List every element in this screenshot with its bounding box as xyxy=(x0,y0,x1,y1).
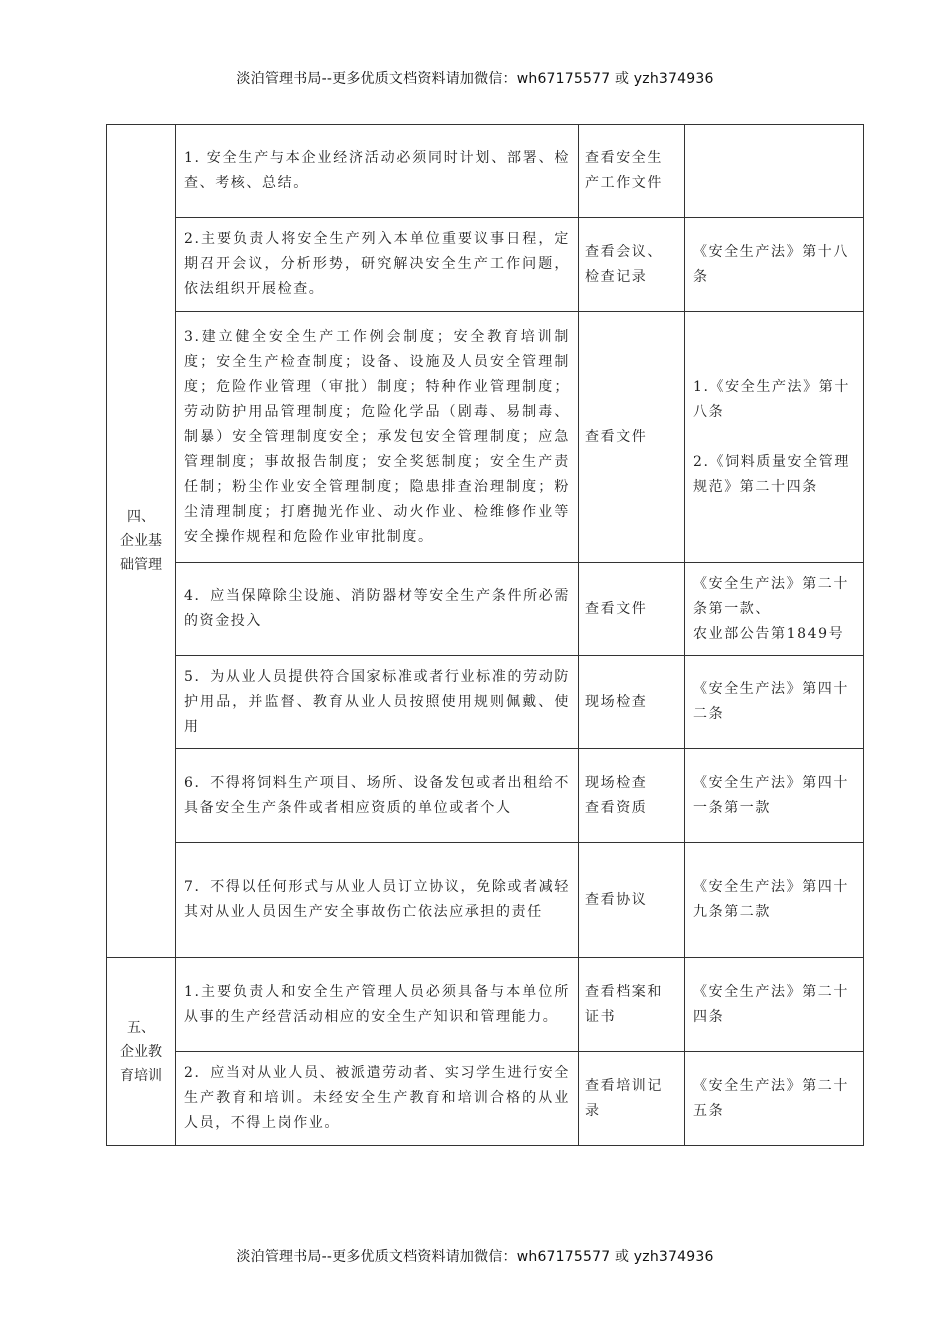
basis-item: 2.《饲料质量安全管理规范》第二十四条 xyxy=(693,453,850,495)
method-cell: 查看协议 xyxy=(579,843,685,958)
basis-cell xyxy=(685,563,864,656)
requirement-cell: 1. 安全生产与本企业经济活动必须同时计划、部署、检查、考核、总结。 xyxy=(176,125,579,218)
requirement-cell: 7．不得以任何形式与从业人员订立协议，免除或者减轻其对从业人员因生产安全事故伤亡依法应承担的责任 xyxy=(176,843,579,958)
method-cell: 现场检查 xyxy=(579,656,685,749)
category-cell xyxy=(107,958,176,1146)
requirement-cell: 1.主要负责人和安全生产管理人员必须具备与本单位所从事的生产经营活动相应的安全生产知识和管理能力。 xyxy=(176,958,579,1052)
basis-cell: 《安全生产法》第四十一条第一款 xyxy=(685,749,864,843)
basis-cell: 《安全生产法》第四十九条第二款 xyxy=(685,843,864,958)
table-row xyxy=(107,843,864,958)
basis-cell xyxy=(685,125,864,218)
table-row xyxy=(107,656,864,749)
basis-item: 1.《安全生产法》第十八条 xyxy=(693,378,850,420)
method-item: 现场检查 xyxy=(585,774,648,791)
method-cell xyxy=(579,749,685,843)
basis-cell: 《安全生产法》第二十四条 xyxy=(685,958,864,1052)
category-number: 四、 xyxy=(127,509,155,525)
category-title-line: 育培训 xyxy=(120,1067,162,1084)
method-cell: 查看文件 xyxy=(579,563,685,656)
basis-cell: 《安全生产法》第十八条 xyxy=(685,218,864,312)
basis-item: 农业部公告第1849号 xyxy=(693,625,845,642)
category-title-line: 础管理 xyxy=(120,557,162,573)
basis-item: 《安全生产法》第二十条第一款、 xyxy=(693,575,849,617)
requirement-cell: 3.建立健全安全生产工作例会制度；安全教育培训制度；安全生产检查制度；设备、设施及人员安全管理制度；危险作业管理（审批）制度；特种作业管理制度；劳动防护用品管理制度；危险化学品（剧毒、易制毒、制暴）安全管理制度安全；承发包安全管理制度；应急管理制度；事故报告制度；安全奖惩制度；安全生产责任制；粉尘作业安全管理制度；隐患排查治理制度；粉尘清理制度；打磨抛光作业、动火作业、检维修作业等安全操作规程和危险作业审批制度。 xyxy=(176,312,579,563)
inspection-table xyxy=(106,124,864,1146)
table-row xyxy=(107,218,864,312)
category-title-line: 企业基 xyxy=(120,533,162,549)
requirement-cell: 5．为从业人员提供符合国家标准或者行业标准的劳动防护用品，并监督、教育从业人员按照使用规则佩戴、使用 xyxy=(176,656,579,749)
table-row xyxy=(107,312,864,563)
page-header: 淡泊管理书局--更多优质文档资料请加微信：wh67175577 或 yzh374936 xyxy=(236,71,714,87)
method-cell: 查看安全生产工作文件 xyxy=(579,125,685,218)
method-cell: 查看档案和证书 xyxy=(579,958,685,1052)
method-item: 查看资质 xyxy=(585,799,648,816)
requirement-cell: 6．不得将饲料生产项目、场所、设备发包或者出租给不具备安全生产条件或者相应资质的单位或者个人 xyxy=(176,749,579,843)
method-cell: 查看文件 xyxy=(579,312,685,563)
page-footer: 淡泊管理书局--更多优质文档资料请加微信：wh67175577 或 yzh374936 xyxy=(236,1249,714,1265)
basis-cell: 《安全生产法》第四十二条 xyxy=(685,656,864,749)
table-row xyxy=(107,958,864,1052)
requirement-cell: 2.主要负责人将安全生产列入本单位重要议事日程，定期召开会议，分析形势，研究解决安全生产工作问题，依法组织开展检查。 xyxy=(176,218,579,312)
category-title-line: 企业教 xyxy=(120,1043,162,1060)
requirement-cell: 2．应当对从业人员、被派遣劳动者、实习学生进行安全生产教育和培训。未经安全生产教育和培训合格的从业人员，不得上岗作业。 xyxy=(176,1052,579,1146)
category-number: 五、 xyxy=(127,1019,155,1036)
category-cell xyxy=(107,125,176,958)
table-row xyxy=(107,125,864,218)
method-cell: 查看会议、检查记录 xyxy=(579,218,685,312)
table-row xyxy=(107,1052,864,1146)
table-row xyxy=(107,563,864,656)
requirement-cell: 4．应当保障除尘设施、消防器材等安全生产条件所必需的资金投入 xyxy=(176,563,579,656)
basis-cell: 《安全生产法》第二十五条 xyxy=(685,1052,864,1146)
method-cell: 查看培训记录 xyxy=(579,1052,685,1146)
table-row xyxy=(107,749,864,843)
basis-cell xyxy=(685,312,864,563)
basis-spacer xyxy=(693,425,855,450)
